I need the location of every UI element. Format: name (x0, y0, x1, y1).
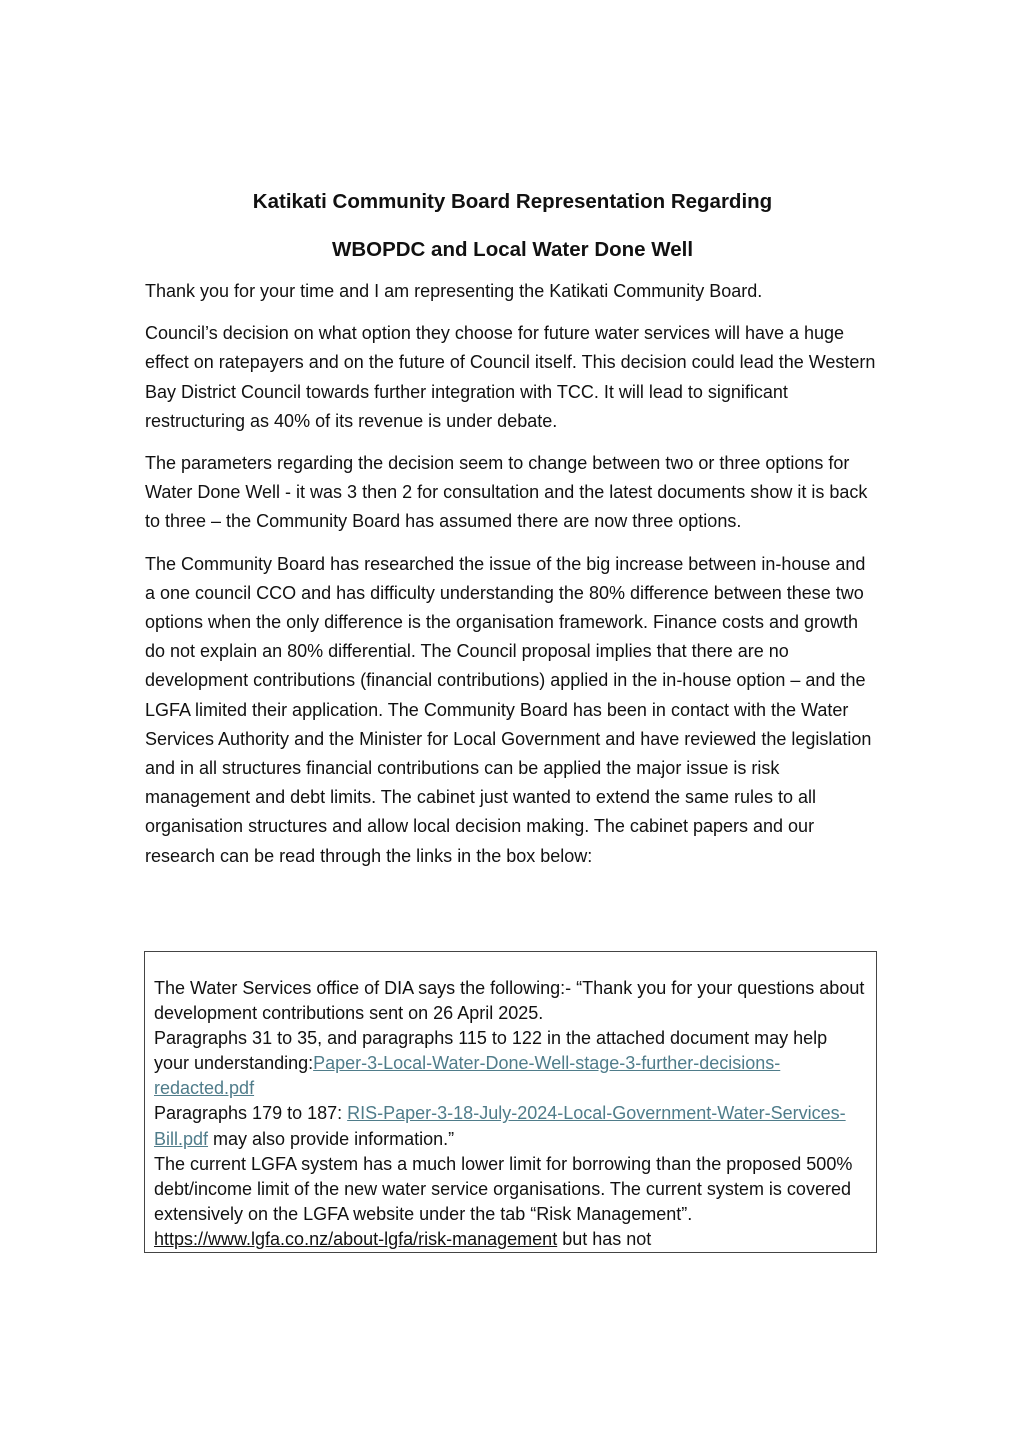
paragraph-parameters: The parameters regarding the decision seem to change between two or three options for Water Done Well - it was 3 then 2 for consultation and the latest documents show it is back to three – the Community Board has assumed there are now three options. (145, 453, 868, 532)
ris-paper-link[interactable]: RIS-Paper-3-18-July-2024-Local-Government-Water-Services-Bill.pdf (154, 1103, 846, 1149)
lgfa-suffix-text: but has not (557, 1228, 652, 1249)
paragraphs-reference-text: Paragraphs 31 to 35, and paragraphs 115 to 122 in the attached document may help your understanding: (154, 1028, 828, 1074)
document-page (145, 186, 880, 884)
paragraphs-179-text: Paragraphs 179 to 187: (154, 1103, 348, 1124)
document-title-line-2: WBOPDC and Local Water Done Well (331, 238, 694, 261)
paragraph-council-decision: Council’s decision on what option they choose for future water services will have a huge effect on ratepayers and on the future of Council itself. This decision could lead the Western Bay District Council towards further integration with TCC. It will lead to significant restructuring as 40% of its revenue is under debate. (145, 323, 876, 431)
document-title-line-1: Katikati Community Board Representation Regarding (252, 190, 773, 213)
paper-3-link[interactable]: Paper-3-Local-Water-Done-Well-stage-3-further-decisions-redacted.pdf (154, 1053, 781, 1099)
paragraph-intro: Thank you for your time and I am representing the Katikati Community Board. (145, 281, 763, 301)
links-box (144, 951, 877, 1253)
lgfa-risk-management-link[interactable]: https://www.lgfa.co.nz/about-lgfa/risk-management (154, 1228, 558, 1249)
may-provide-text: may also provide information.” (208, 1128, 455, 1149)
links-box-content (145, 952, 876, 1252)
paragraph-research: The Community Board has researched the issue of the big increase between in-house and a one council CCO and has difficulty understanding the 80% difference between these two options when the only difference is the organisation framework. Finance costs and growth do not explain an 80% differential. The Council proposal implies that there are no development contributions (financial contributions) applied in the in-house option – and the LGFA limited their application. The Community Board has been in contact with the Water Services Authority and the Minister for Local Government and have reviewed the legislation and in all structures financial contributions can be applied the major issue is risk management and debt limits. The cabinet just wanted to extend the same rules to all organisation structures and allow local decision making. The cabinet papers and our research can be read through the links in the box below: (145, 553, 872, 866)
dia-quote-text: The Water Services office of DIA says the following:- “Thank you for your questions about development contributions sent on 26 April 2025. (154, 978, 865, 1024)
lgfa-text: The current LGFA system has a much lower limit for borrowing than the proposed 500% debt/income limit of the new water service organisations. The current system is covered extensively on the LGFA website under the tab “Risk Management”. (154, 1153, 853, 1224)
